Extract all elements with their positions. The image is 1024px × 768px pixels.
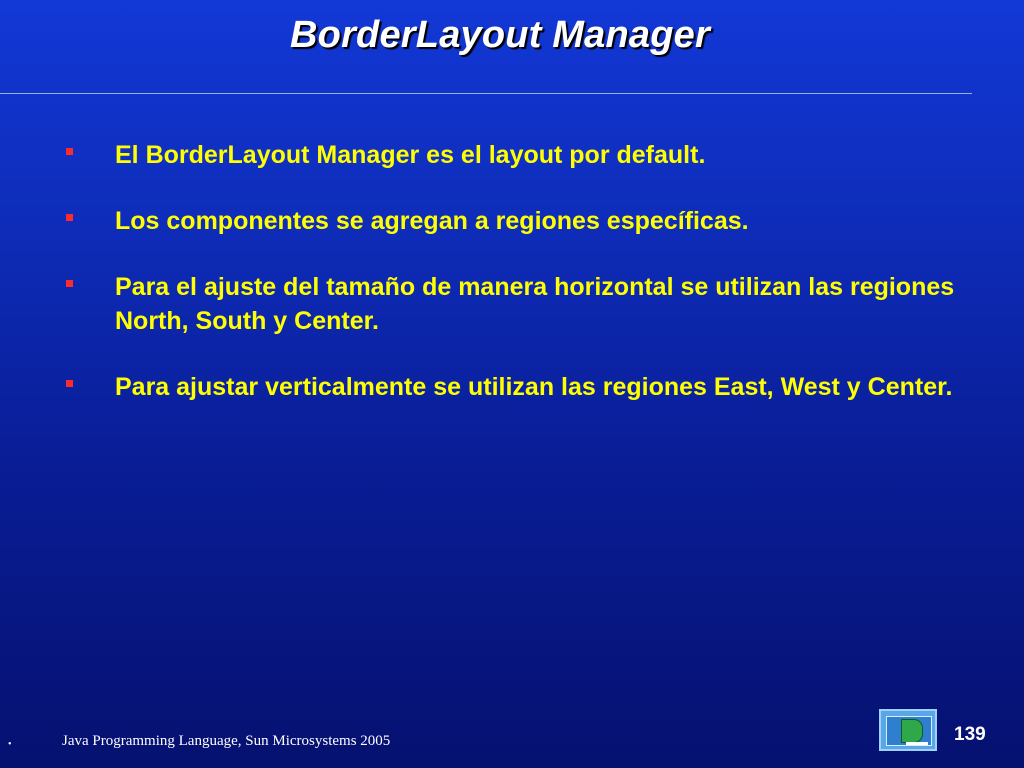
bullet-item bbox=[0, 370, 1024, 404]
bullet-item bbox=[0, 204, 1024, 238]
bullet-square-icon bbox=[66, 280, 73, 287]
bullet-list bbox=[0, 138, 1024, 436]
bullet-item bbox=[0, 138, 1024, 172]
title-divider bbox=[0, 93, 972, 94]
jp-logo-icon bbox=[879, 709, 937, 751]
bullet-text: El BorderLayout Manager es el layout por default. bbox=[115, 141, 706, 169]
page-number: 139 bbox=[954, 724, 986, 745]
logo-letter-shape bbox=[901, 719, 923, 743]
bullet-square-icon bbox=[66, 380, 73, 387]
footer-bullet: • bbox=[8, 739, 12, 750]
slide-title: BorderLayout Manager bbox=[290, 14, 710, 56]
footer-text: Java Programming Language, Sun Microsystems 2005 bbox=[62, 733, 391, 749]
bullet-text: Para ajustar verticalmente se utilizan las regiones East, West y Center. bbox=[115, 373, 953, 401]
bullet-item bbox=[0, 270, 1024, 338]
bullet-text: Los componentes se agregan a regiones específicas. bbox=[115, 207, 749, 235]
logo-strip bbox=[906, 742, 928, 745]
logo-panel bbox=[886, 716, 932, 746]
bullet-square-icon bbox=[66, 148, 73, 155]
bullet-text: Para el ajuste del tamaño de manera horizontal se utilizan las regiones North, South y Center. bbox=[115, 273, 955, 335]
bullet-square-icon bbox=[66, 214, 73, 221]
